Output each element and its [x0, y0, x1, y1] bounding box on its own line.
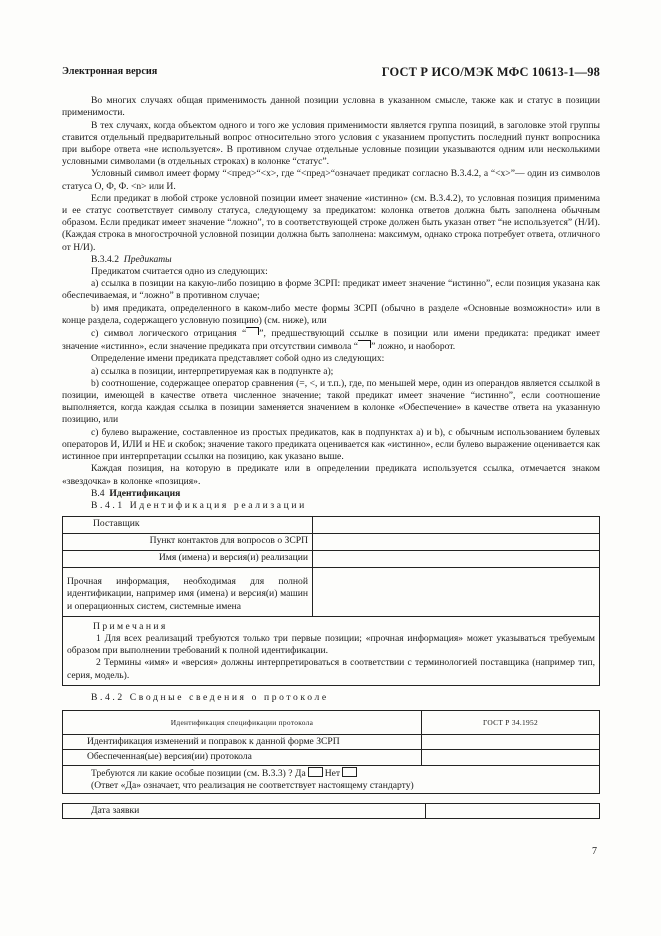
notes-heading: Примечания: [93, 620, 168, 632]
no-checkbox[interactable]: [342, 767, 357, 777]
table-cell-label: Обеспеченная(ые) версия(ии) протокола: [63, 750, 422, 765]
section-heading-b41: В.4.1 Идентификация реализации: [91, 499, 307, 511]
table-row: [63, 735, 600, 750]
special-items-question: [63, 765, 600, 793]
paragraph: Во многих случаях общая применимость данной позиции условна в указанном смысле, также как и статус в позиции применимости.: [62, 95, 600, 119]
table-cell-value[interactable]: [313, 568, 600, 617]
table-cell-label: Идентификация изменений и поправок к данной форме ЗСРП: [63, 735, 422, 750]
list-item-text: с) символ логического отрицания “: [91, 328, 247, 340]
table-notes: [63, 616, 600, 685]
table-cell-label: Прочная информация, необходимая для полной идентификации, например имя (имена) и версия(и) машин и операционных систем, системные имена: [63, 568, 313, 617]
list-item: с) булево выражение, составленное из простых предикатов, как в подпунктах а) и b), с обычным использованием булевых операторов И, ИЛИ и НЕ и скобок; значение такого предиката оценивается как «истинно», если булево выражение оценивается как истинное при интерпретации ссылки на позицию, как указано выше.: [62, 426, 600, 463]
question-note: (Ответ «Да» означает, что реализация не соответствует настоящему стандарту): [91, 779, 414, 791]
table-row: [63, 750, 600, 765]
implementation-identification-table: [62, 516, 600, 686]
list-item: [62, 327, 600, 353]
table-cell-value[interactable]: [422, 750, 600, 765]
table-cell-label: Имя (имена) и версия(и) реализации: [63, 551, 313, 568]
section-number: В.3.4.2: [91, 253, 119, 265]
section-title: Идентификация: [109, 487, 181, 499]
protocol-summary-table: [62, 710, 600, 794]
header-standard-number: ГОСТ Р ИСО/МЭК МФС 10613-1—98: [381, 65, 600, 79]
page-header: [62, 66, 600, 78]
table-cell-value[interactable]: [426, 803, 600, 818]
paragraph: Если предикат в любой строке условной позиции имеет значение «истинно» (см. В.3.4.2), то условная позиция применима и ее статус соответствует символу статуса, следующему за предикатом: колонка ответов должна быть заполнена обычным образом. Если предикат имеет значение “ложно”, то в соответствующей строке должен быть указан ответ “не используется” (Н/И). (Каждая строка в многострочной условной позиции должна быть заполнена: максимум, однако строка потребует ответа, отличного от Н/И).: [62, 192, 600, 253]
table-row: [63, 517, 600, 534]
list-item: b) соотношение, содержащее оператор сравнения (=, <, и т.п.), где, по меньшей мере, один из операндов является ссылкой в позиции, имеющей в качестве ответа численное значение; такой предикат имеет значение “истинно”, если соотношение выполняется, когда каждая ссылка в позиции заменяется значением в колонке «Обеспечение» в качестве ответа на указанную позицию, или: [62, 377, 600, 426]
table-row: [63, 765, 600, 793]
question-text: Требуются ли какие особые позиции (см. В.3.3) ? Да: [91, 767, 306, 779]
note-item: 1 Для всех реализаций требуются только три первые позиции; «прочная информация» может указываться требуемым образом при выполнении требований к полной идентификации.: [67, 632, 595, 657]
section-heading-b342: [91, 254, 600, 266]
section-heading-b42: В.4.2 Сводные сведения о протоколе: [91, 691, 329, 703]
table-row: [63, 551, 600, 568]
page-number: 7: [592, 846, 597, 857]
table-cell-label: Поставщик: [63, 517, 313, 534]
section-number: В.4: [91, 487, 105, 499]
question-line: [91, 767, 595, 780]
paragraph: Предикатом считается одно из следующих:: [91, 266, 268, 278]
list-item-text: ”, предшествующий ссылке в позиции или имени предиката: предикат имеет значение «истинно», если значение предиката при отсутствии символа “: [62, 328, 600, 353]
table-header-cell: Идентификация спецификации протокола: [63, 710, 422, 734]
no-label: Нет: [324, 767, 341, 779]
table-cell-label: Пункт контактов для вопросов о ЗСРП: [63, 534, 313, 551]
paragraph: Определение имени предиката представляет собой одно из следующих:: [91, 353, 385, 365]
list-item: b) имя предиката, определенного в каком-либо месте формы ЗСРП (обычно в разделе «Основные возможности» или в конце раздела, содержащего условную позицию) (см. ниже), или: [62, 302, 600, 326]
list-item: а) ссылка в позиции, интерпретируемая как в подпункте а);: [91, 365, 334, 377]
yes-checkbox[interactable]: [308, 767, 323, 777]
paragraph: В тех случаях, когда объектом одного и того же условия применимости является группа позиций, в заголовке этой группы ставится отдельный предварительный вопрос относительно этого условия с указанием пропустить последний пункт вопросника при выборе ответа «не используется». В противном случае отдельные условные позиции указываются одним или несколькими условными символами (в отдельных строках) в колонке “статус”.: [62, 119, 600, 168]
table-row: [63, 568, 600, 617]
table-cell-label: Дата заявки: [63, 803, 426, 818]
table-row: [63, 534, 600, 551]
table-cell-value[interactable]: [313, 517, 600, 534]
document-body: [62, 95, 600, 819]
table-row: [63, 710, 600, 734]
paragraph: Условный символ имеет форму “<пред>“<x>, где “<пред>“означает предикат согласно В.3.4.2, а “<x>”— один из символов статуса О, Ф, Ф. <n> или И.: [62, 168, 600, 192]
table-row: [63, 803, 600, 818]
table-cell-value[interactable]: [422, 735, 600, 750]
note-item: 2 Термины «имя» и «версия» должны интерпретироваться в соответствии с терминологией поставщика (например тип, серия, модель).: [67, 657, 595, 681]
list-item: а) ссылка в позиции на какую-либо позицию в форме ЗСРП: предикат имеет значение “истинно”, если позиция указана как обеспечиваемая, и “ложно” в противном случае;: [62, 278, 600, 302]
list-item-text: ” ложно, и наоборот.: [371, 341, 456, 353]
section-heading-b4: [91, 488, 600, 500]
paragraph: Каждая позиция, на которую в предикате или в определении предиката используется ссылка, отмечается знаком «звездочка» в колонке «позиция».: [62, 463, 600, 487]
logical-negation-symbol-icon: [246, 327, 259, 335]
document-page: [62, 66, 600, 819]
table-cell-value[interactable]: [313, 534, 600, 551]
application-date-table: [62, 803, 600, 819]
logical-negation-symbol-icon: [358, 340, 371, 348]
table-header-cell: ГОСТ Р 34.1952: [422, 710, 600, 734]
table-cell-value[interactable]: [313, 551, 600, 568]
header-edition-label: Электронная версия: [62, 66, 158, 77]
section-title: Предикаты: [123, 253, 172, 265]
table-row: [63, 616, 600, 685]
